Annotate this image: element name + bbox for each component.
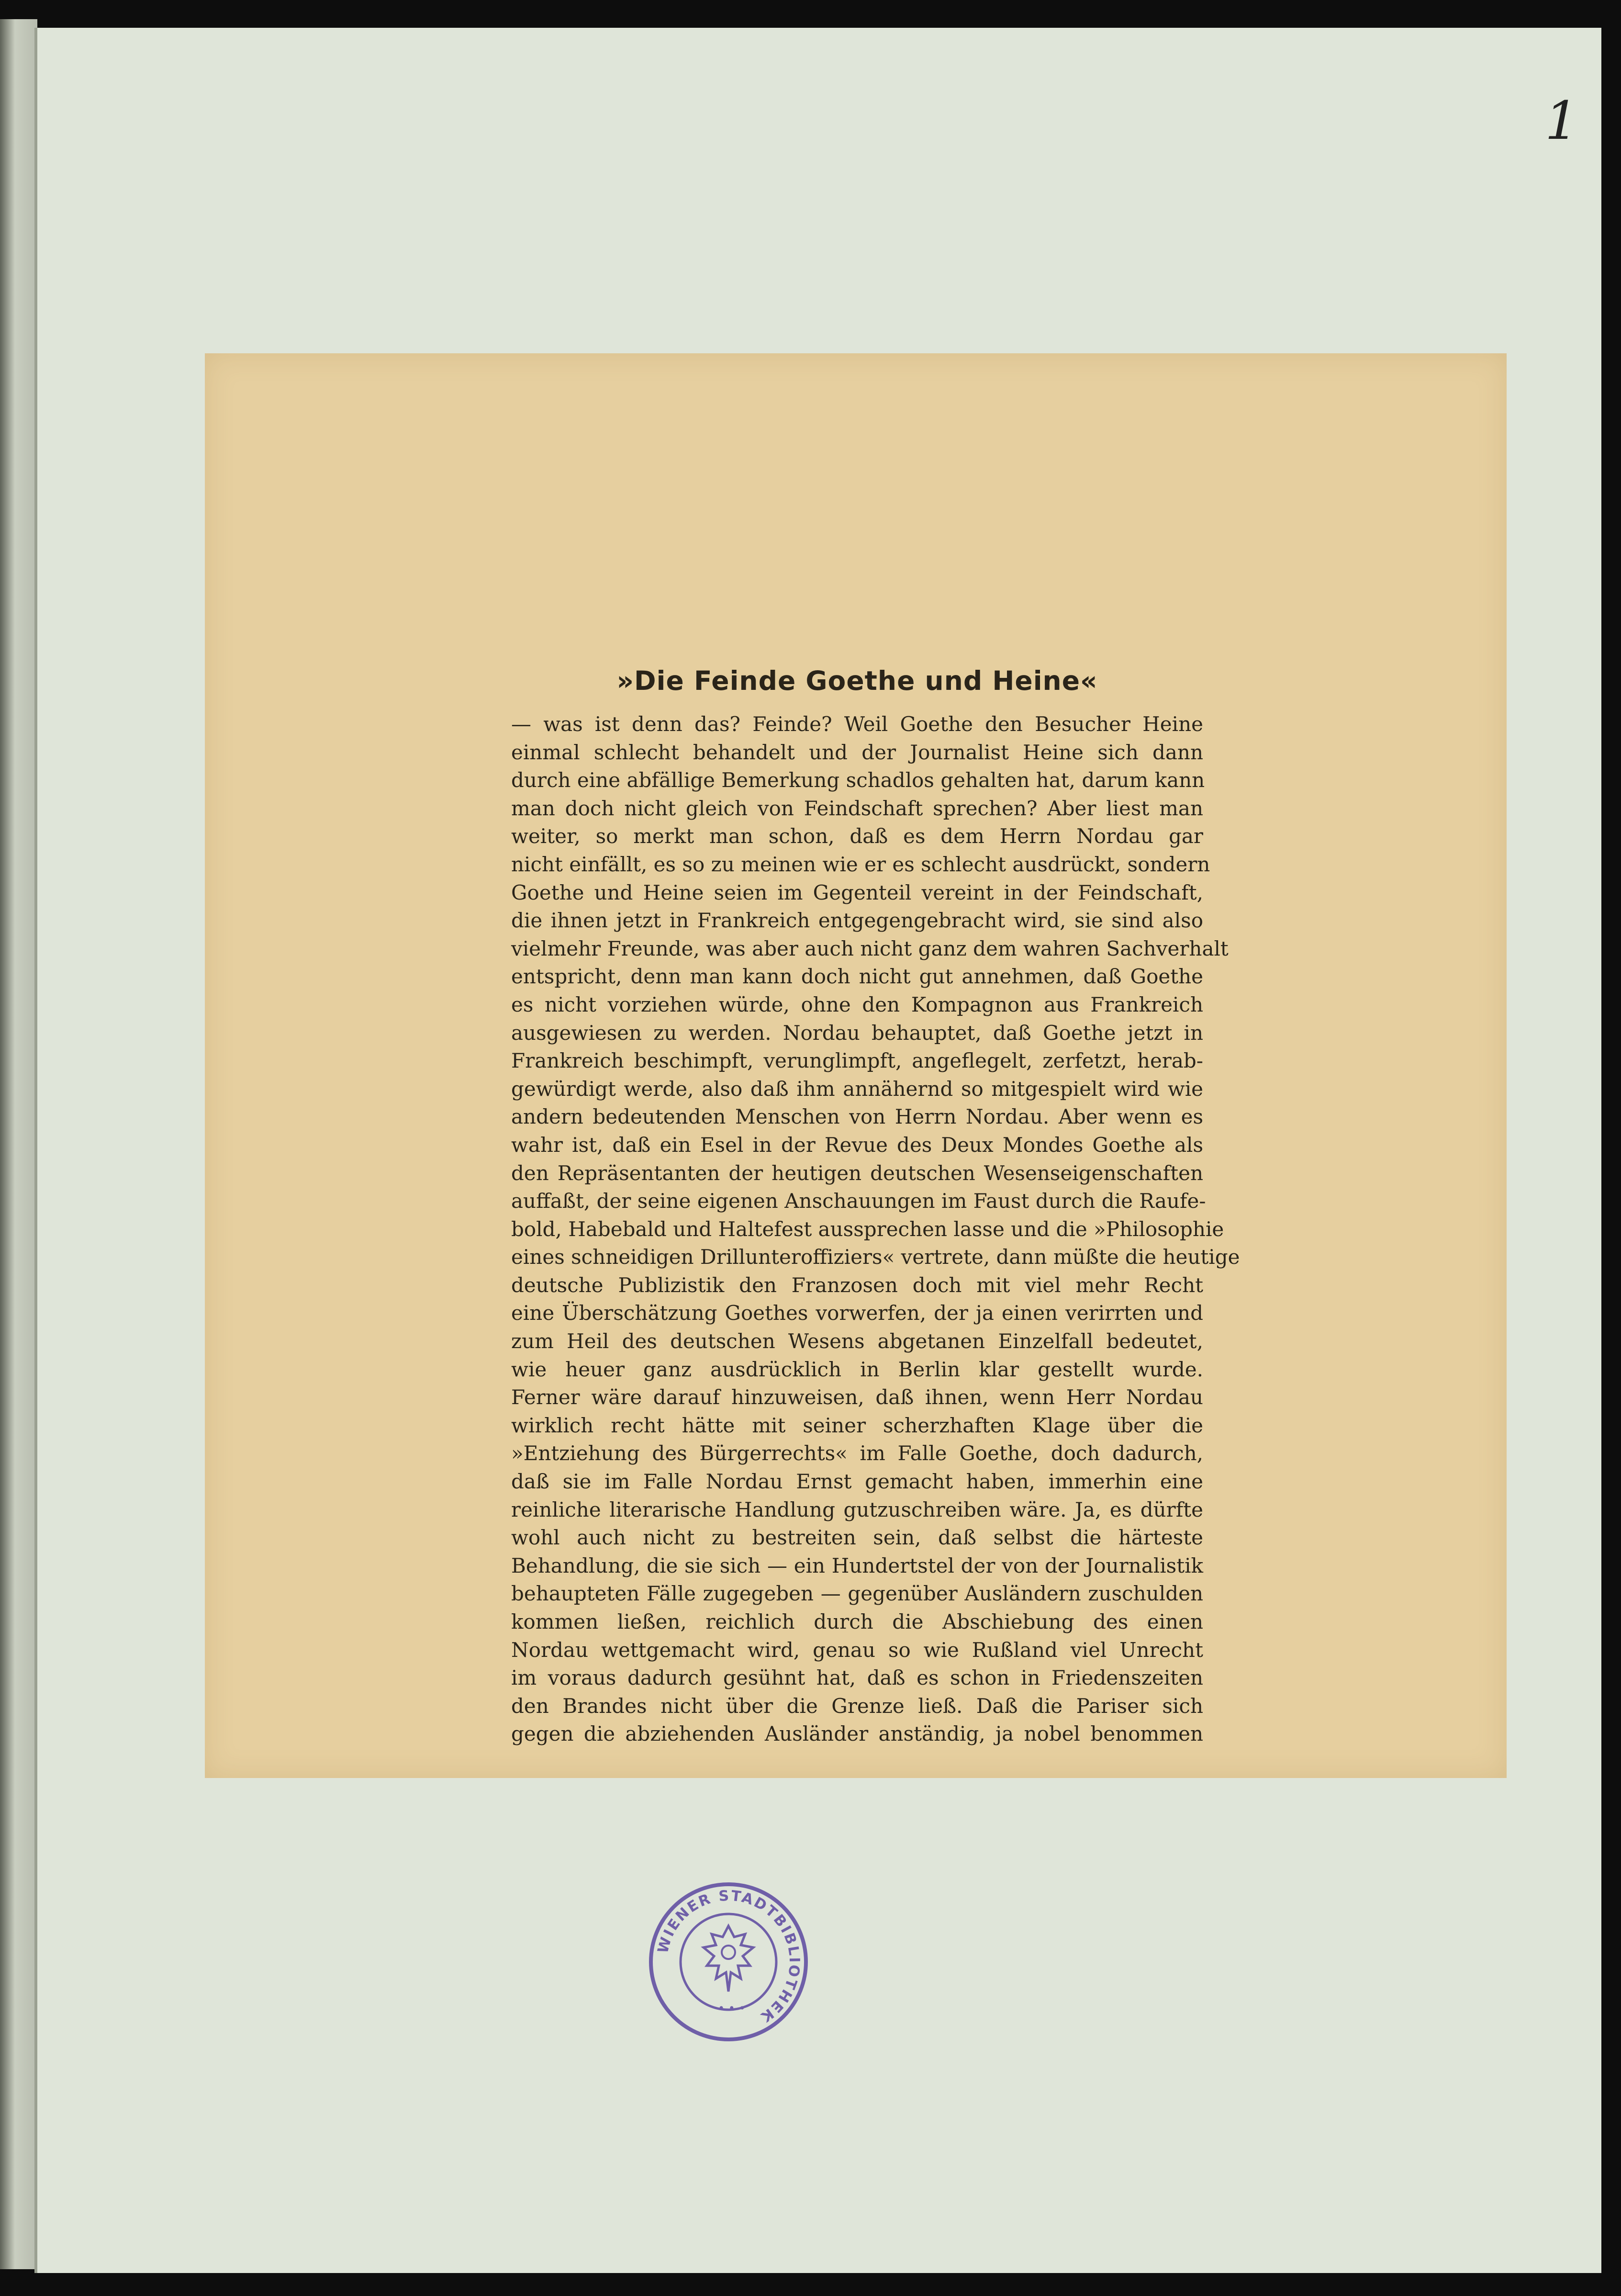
article-line: entspricht, denn man kann doch nicht gut annehmen, daß Goethe	[511, 965, 1203, 989]
article-title: »Die Feinde Goethe und Heine«	[616, 665, 1098, 696]
article-line: es nicht vorziehen würde, ohne den Kompagnon aus Frankreich	[511, 992, 1203, 1016]
article-line: daß sie im Falle Nordau Ernst gemacht haben, immerhin eine	[511, 1470, 1203, 1494]
article	[511, 665, 1240, 1748]
article-line: Ferner wäre darauf hinzuweisen, daß ihnen, wenn Herr Nordau	[511, 1385, 1203, 1409]
article-line: eine Überschätzung Goethes vorwerfen, der ja einen verirrten und	[511, 1301, 1203, 1325]
article-line: gegen die abziehenden Ausländer anständig, ja nobel benommen	[511, 1722, 1203, 1746]
article-line: den Repräsentanten der heutigen deutschen Wesenseigenschaften	[511, 1161, 1203, 1185]
library-stamp	[647, 1880, 810, 2043]
article-line: wahr ist, daß ein Esel in der Revue des Deux Mondes Goethe als	[511, 1133, 1203, 1157]
article-line: wohl auch nicht zu bestreiten sein, daß selbst die härteste	[511, 1526, 1203, 1550]
article-line: einmal schlecht behandelt und der Journalist Heine sich dann	[511, 740, 1203, 764]
article-line: — was ist denn das? Feinde? Weil Goethe den Besucher Heine	[511, 712, 1203, 736]
book-binding-edge	[0, 19, 37, 2269]
article-line: Frankreich beschimpft, verunglimpft, angeflegelt, zerfetzt, herab-	[511, 1049, 1203, 1073]
article-line: Goethe und Heine seien im Gegenteil vereint in der Feindschaft,	[511, 880, 1203, 904]
article-line: behaupteten Fälle zugegeben — gegenüber Ausländern zuschulden	[511, 1582, 1203, 1606]
svg-text:• • •: • • •	[718, 2002, 746, 2015]
article-line: bold, Habebald und Haltefest aussprechen lasse und die »Philosophie	[511, 1217, 1224, 1241]
article-line: Behandlung, die sie sich — ein Hundertstel der von der Journalistik	[511, 1553, 1203, 1577]
article-line: zum Heil des deutschen Wesens abgetanen Einzelfall bedeutet,	[511, 1329, 1203, 1353]
article-line: im voraus dadurch gesühnt hat, daß es schon in Friedenszeiten	[511, 1666, 1203, 1690]
folio-number: 1	[1545, 90, 1578, 151]
article-line: den Brandes nicht über die Grenze ließ. Daß die Pariser sich	[511, 1694, 1203, 1718]
article-line: durch eine abfällige Bemerkung schadlos gehalten hat, darum kann	[511, 768, 1205, 792]
article-line: ausgewiesen zu werden. Nordau behauptet, daß Goethe jetzt in	[511, 1021, 1203, 1045]
eagle-emblem-icon	[704, 1926, 753, 1992]
article-line: wirklich recht hätte mit seiner scherzhaften Klage über die	[511, 1413, 1203, 1437]
article-line: wie heuer ganz ausdrücklich in Berlin klar gestellt wurde.	[511, 1357, 1203, 1381]
stamp-text: WIENER STADTBIBLIOTHEK	[654, 1887, 803, 2026]
article-line: die ihnen jetzt in Frankreich entgegengebracht wird, sie sind also	[511, 909, 1203, 933]
article-line: nicht einfällt, es so zu meinen wie er es schlecht ausdrückt, sondern	[511, 852, 1210, 876]
article-line: gewürdigt werde, also daß ihm annähernd so mitgespielt wird wie	[511, 1077, 1203, 1101]
article-line: Nordau wettgemacht wird, genau so wie Rußland viel Unrecht	[511, 1638, 1203, 1662]
article-line: weiter, so merkt man schon, daß es dem Herrn Nordau gar	[511, 824, 1203, 848]
article-line: vielmehr Freunde, was aber auch nicht ganz dem wahren Sachverhalt	[511, 936, 1229, 960]
article-line: auffaßt, der seine eigenen Anschauungen im Faust durch die Raufe-	[511, 1189, 1206, 1213]
article-line: kommen ließen, reichlich durch die Abschiebung des einen	[511, 1610, 1203, 1633]
article-line: eines schneidigen Drillunteroffiziers« vertrete, dann müßte die heutige	[511, 1245, 1240, 1269]
article-line: »Entziehung des Bürgerrechts« im Falle Goethe, doch dadurch,	[511, 1441, 1203, 1465]
article-line: reinliche literarische Handlung gutzuschreiben wäre. Ja, es dürfte	[511, 1497, 1203, 1521]
article-line: andern bedeutenden Menschen von Herrn Nordau. Aber wenn es	[511, 1105, 1203, 1129]
article-line: man doch nicht gleich von Feindschaft sprechen? Aber liest man	[511, 796, 1203, 820]
article-body	[511, 710, 1240, 1748]
article-line: deutsche Publizistik den Franzosen doch mit viel mehr Recht	[511, 1273, 1203, 1297]
